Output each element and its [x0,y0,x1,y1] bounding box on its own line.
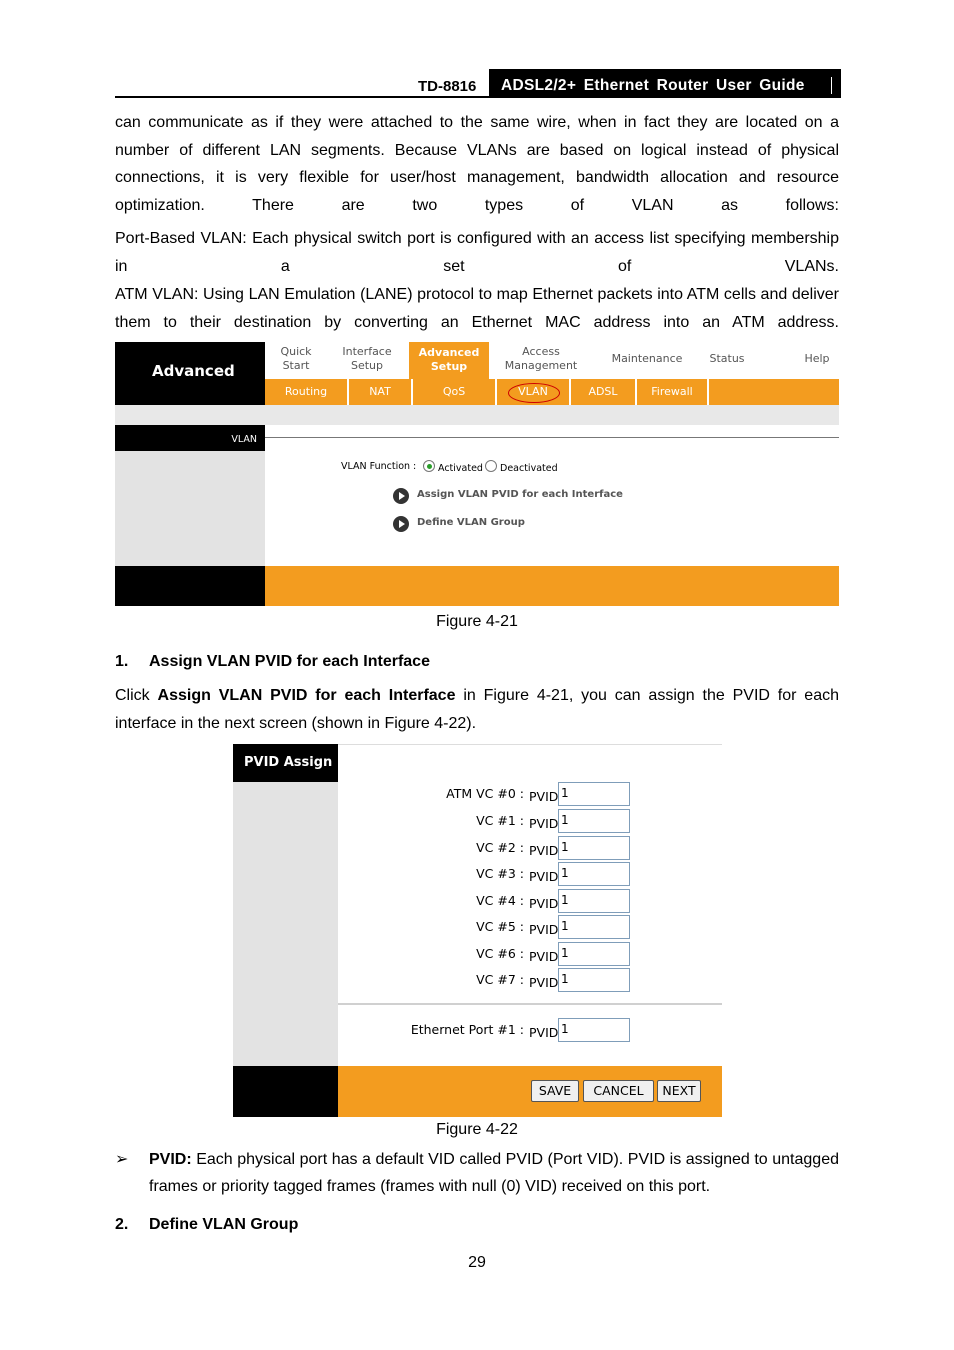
pvid-label: PVID [529,949,559,964]
row-label: ATM VC #0 : [446,786,524,801]
subtab-vlan[interactable]: VLAN [497,379,571,405]
radio-deactivated-label: Deactivated [500,463,558,474]
subtab-routing[interactable]: Routing [265,379,349,405]
bullet-pvid [115,1146,839,1200]
pvid-input[interactable]: 1 [558,809,630,833]
header-bar [831,77,832,94]
tab-label-line2: Start [282,359,310,372]
bullet-text [149,1146,839,1200]
pvid-input[interactable]: 1 [558,942,630,966]
divider [338,1003,722,1005]
save-button[interactable]: SAVE [531,1080,579,1102]
paragraph-click-assign [115,682,839,737]
pvid-input[interactable]: 1 [558,782,630,806]
pvid-row-vc6 [338,942,722,966]
tab-label-line1: Access [522,345,560,358]
header-guide-title [489,69,841,98]
pvid-row-vc4 [338,889,722,913]
pvid-label: PVID [529,975,559,990]
footer-black [115,566,265,606]
arrow-bullet-icon [393,488,409,504]
arrow-bullet-icon [393,516,409,532]
tab-label-line1: Advanced [418,346,480,359]
link-assign-pvid[interactable]: Assign VLAN PVID for each Interface [417,489,623,500]
tab-label-line1: Maintenance [611,352,683,365]
heading-number: 1. [115,653,129,670]
pvid-label: PVID [529,922,559,937]
tab-advanced-setup[interactable] [409,342,489,379]
pvid-label: PVID [529,1025,559,1040]
subtab-adsl[interactable]: ADSL [571,379,637,405]
row-label: VC #2 : [476,840,524,855]
top-nav [265,342,839,379]
figure-4-21-caption: Figure 4-21 [436,613,518,630]
tab-quick-start[interactable] [265,345,327,373]
tab-help[interactable] [787,352,847,366]
pvid-input[interactable]: 1 [558,836,630,860]
pvid-row-vc2 [338,836,722,860]
pvid-label: PVID [529,816,559,831]
heading-text: Assign VLAN PVID for each Interface [149,653,430,670]
text-post: in Figure 4-21, you can assign the PVID for each interface in the next screen (shown in Figure 4-22). [115,687,840,732]
brand-label: Advanced [115,342,265,405]
pvid-input[interactable]: 1 [558,862,630,886]
header-guide-text: ADSL2/2+ Ethernet Router User Guide [501,77,805,94]
footer-black [233,1066,338,1117]
pvid-row-vc1 [338,809,722,833]
row-label: VC #1 : [476,813,524,828]
tab-label-line1: Help [804,352,830,365]
tab-maintenance[interactable] [597,352,697,366]
figure-4-22-caption: Figure 4-22 [436,1121,518,1138]
radio-deactivated[interactable] [485,460,497,472]
pvid-row-vc3 [338,862,722,886]
pvid-label: PVID [529,789,559,804]
pvid-assign-title: PVID Assign [233,744,338,782]
bullet-arrow-icon: ➢ [115,1151,129,1168]
vlan-highlight-circle [508,383,560,403]
pvid-input[interactable]: 1 [558,1018,630,1042]
bullet-term: PVID: [149,1151,192,1168]
pvid-label: PVID [529,869,559,884]
page-number: 29 [468,1254,486,1271]
pvid-row-ethernet-port1 [338,1018,722,1042]
text-bold: Assign VLAN PVID for each Interface [157,687,456,704]
subtab-nat[interactable]: NAT [349,379,413,405]
link-define-vlan-group[interactable]: Define VLAN Group [417,517,525,528]
pvid-row-vc5 [338,915,722,939]
radio-activated[interactable] [423,460,435,472]
cancel-button[interactable]: CANCEL [583,1080,654,1102]
tab-label-line2: Setup [350,359,384,372]
tab-interface-setup[interactable] [333,345,401,373]
pvid-input[interactable]: 1 [558,915,630,939]
paragraph-vlan-intro: can communicate as if they were attached to the same wire, when in fact they are located on a number of different LAN segments. Because VLANs are based on logical instead of physical connections, it is very flexible for user/host management, bandwidth allocation and resource optimization. There are two types of VLAN as follows: [115,114,839,214]
tab-label-line1: Status [709,352,745,365]
tab-label-line1: Interface [342,345,392,358]
tab-label-line2: Setup [430,360,468,373]
pvid-label: PVID [529,843,559,858]
gray-strip [115,405,839,425]
tab-access-management[interactable] [497,345,585,373]
row-label: VC #4 : [476,893,524,908]
section-rule [265,437,839,438]
heading-number: 2. [115,1216,129,1233]
figure-4-21 [115,342,839,606]
left-panel [233,782,338,1066]
figure-4-22 [233,744,722,1117]
pvid-label: PVID [529,896,559,911]
paragraph-port-based-vlan: Port-Based VLAN: Each physical switch port is configured with an access list specifying membership in a set of VLANs. [115,230,839,275]
heading-assign-vlan-pvid [115,653,430,671]
vlan-function-label: VLAN Function : [341,461,417,472]
header-model: TD-8816 [418,78,477,95]
row-label: Ethernet Port #1 : [410,1022,524,1037]
next-button[interactable]: NEXT [657,1080,701,1102]
pvid-input[interactable]: 1 [558,968,630,992]
heading-text: Define VLAN Group [149,1216,299,1233]
heading-define-vlan-group [115,1216,298,1234]
tab-status[interactable] [697,352,757,366]
pvid-row-vc7 [338,968,722,992]
tab-label-line1: Quick [280,345,312,358]
pvid-row-atm-vc0 [338,782,722,806]
top-line [338,744,722,745]
paragraph-atm-vlan: ATM VLAN: Using LAN Emulation (LANE) protocol to map Ethernet packets into ATM cells and deliver them to their destination by converting an Ethernet MAC address into an ATM address. [115,286,839,331]
footer-orange [265,566,839,606]
radio-activated-label: Activated [438,463,483,474]
pvid-input[interactable]: 1 [558,889,630,913]
row-label: VC #7 : [476,972,524,987]
subtab-firewall[interactable]: Firewall [637,379,709,405]
row-label: VC #6 : [476,946,524,961]
text-pre: Click [115,687,158,704]
subtab-qos[interactable]: QoS [413,379,497,405]
tab-label-line2: Management [504,359,578,372]
row-label: VC #5 : [476,919,524,934]
bullet-body: Each physical port has a default VID called PVID (Port VID). PVID is assigned to untagged frames or priority tagged frames (frames with null (0) VID) received on this port. [149,1151,839,1195]
row-label: VC #3 : [476,866,524,881]
section-label: VLAN [115,425,265,451]
header-rule [115,96,841,98]
